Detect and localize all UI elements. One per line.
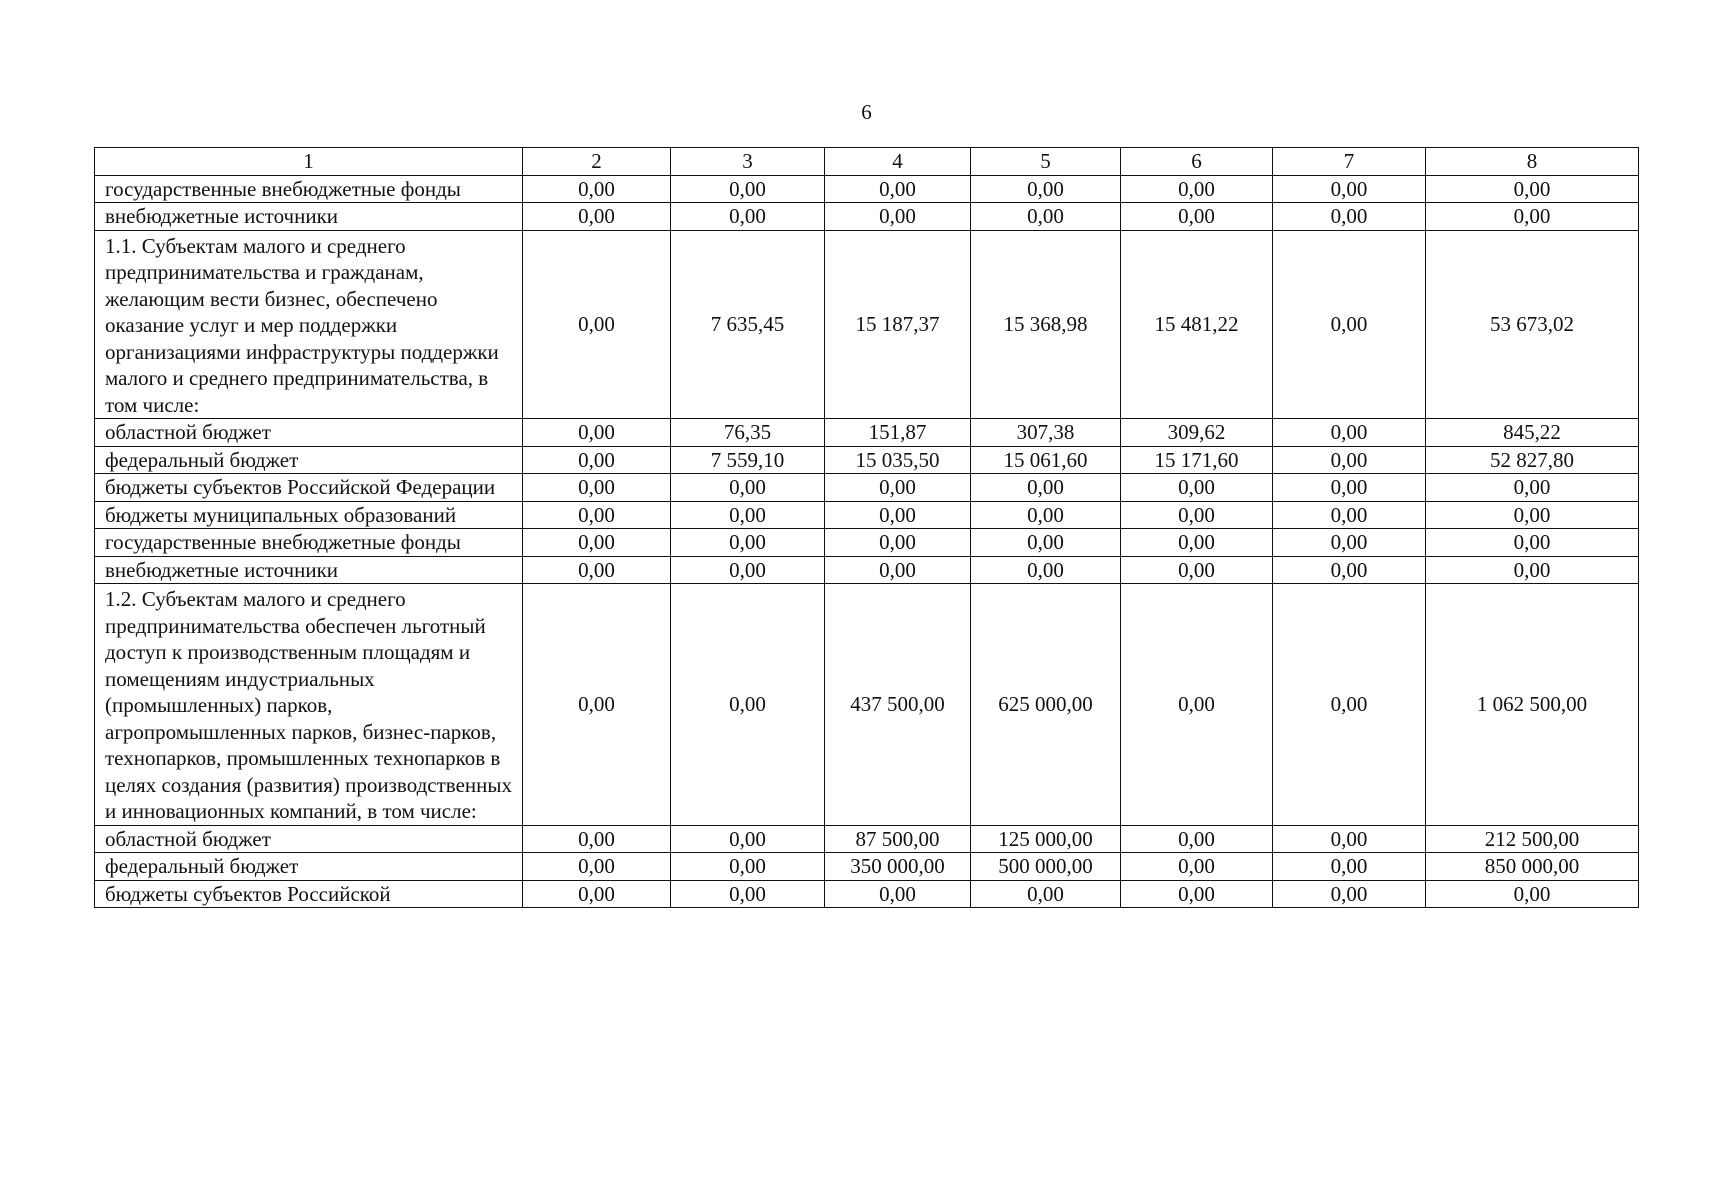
row-label: федеральный бюджет [95, 446, 523, 474]
row-label: бюджеты субъектов Российской Федерации [95, 474, 523, 502]
value-cell: 0,00 [971, 556, 1121, 584]
value-cell: 53 673,02 [1426, 230, 1639, 419]
value-cell: 125 000,00 [971, 825, 1121, 853]
value-cell: 0,00 [1273, 825, 1426, 853]
table-row [95, 529, 1639, 557]
column-number: 6 [1121, 148, 1273, 176]
value-cell: 7 559,10 [671, 446, 825, 474]
value-cell: 87 500,00 [825, 825, 971, 853]
value-cell: 76,35 [671, 419, 825, 447]
row-label: бюджеты субъектов Российской [95, 880, 523, 908]
column-number: 2 [523, 148, 671, 176]
value-cell: 151,87 [825, 419, 971, 447]
value-cell: 0,00 [1426, 501, 1639, 529]
value-cell: 0,00 [1273, 230, 1426, 419]
table-row [95, 203, 1639, 231]
value-cell: 0,00 [1426, 556, 1639, 584]
value-cell: 0,00 [671, 853, 825, 881]
column-number: 8 [1426, 148, 1639, 176]
section-row [95, 230, 1639, 419]
value-cell: 0,00 [825, 175, 971, 203]
value-cell: 0,00 [1273, 203, 1426, 231]
value-cell: 15 171,60 [1121, 446, 1273, 474]
value-cell: 0,00 [971, 474, 1121, 502]
row-label: бюджеты муниципальных образований [95, 501, 523, 529]
table-row [95, 175, 1639, 203]
value-cell: 0,00 [1273, 853, 1426, 881]
value-cell: 0,00 [523, 584, 671, 826]
value-cell: 0,00 [1426, 175, 1639, 203]
table-body [95, 148, 1639, 908]
value-cell: 0,00 [523, 230, 671, 419]
row-label: государственные внебюджетные фонды [95, 529, 523, 557]
value-cell: 0,00 [825, 203, 971, 231]
value-cell: 0,00 [1121, 474, 1273, 502]
column-number: 1 [95, 148, 523, 176]
column-number: 4 [825, 148, 971, 176]
value-cell: 15 035,50 [825, 446, 971, 474]
value-cell: 350 000,00 [825, 853, 971, 881]
value-cell: 0,00 [971, 501, 1121, 529]
value-cell: 0,00 [1273, 474, 1426, 502]
value-cell: 0,00 [1273, 501, 1426, 529]
table-row [95, 474, 1639, 502]
value-cell: 0,00 [523, 474, 671, 502]
value-cell: 15 481,22 [1121, 230, 1273, 419]
value-cell: 0,00 [671, 501, 825, 529]
value-cell: 0,00 [671, 175, 825, 203]
value-cell: 0,00 [1273, 419, 1426, 447]
value-cell: 0,00 [971, 203, 1121, 231]
budget-table [94, 147, 1639, 908]
value-cell: 0,00 [971, 880, 1121, 908]
section-row [95, 584, 1639, 826]
table-row [95, 446, 1639, 474]
value-cell: 0,00 [671, 203, 825, 231]
value-cell: 0,00 [523, 501, 671, 529]
table-row [95, 419, 1639, 447]
value-cell: 0,00 [1426, 203, 1639, 231]
value-cell: 0,00 [825, 880, 971, 908]
value-cell: 0,00 [971, 175, 1121, 203]
value-cell: 0,00 [1121, 501, 1273, 529]
value-cell: 0,00 [1121, 880, 1273, 908]
value-cell: 0,00 [523, 203, 671, 231]
value-cell: 0,00 [1426, 880, 1639, 908]
value-cell: 0,00 [1121, 529, 1273, 557]
value-cell: 500 000,00 [971, 853, 1121, 881]
section-label: 1.2. Субъектам малого и среднего предпринимательства обеспечен льготный доступ к производственным площадям и помещениям индустриальных (промышленных) парков, агропромышленных парков, бизнес-парков, технопарков, промышленных технопарков в целях создания (развития) производственных и инновационных компаний, в том числе: [95, 584, 523, 826]
value-cell: 625 000,00 [971, 584, 1121, 826]
row-label: федеральный бюджет [95, 853, 523, 881]
table-row [95, 880, 1639, 908]
row-label: областной бюджет [95, 419, 523, 447]
value-cell: 15 061,60 [971, 446, 1121, 474]
value-cell: 845,22 [1426, 419, 1639, 447]
value-cell: 0,00 [523, 446, 671, 474]
column-number-row [95, 148, 1639, 176]
value-cell: 0,00 [523, 529, 671, 557]
table-row [95, 825, 1639, 853]
section-label: 1.1. Субъектам малого и среднего предпринимательства и гражданам, желающим вести бизнес, обеспечено оказание услуг и мер поддержки организациями инфраструктуры поддержки малого и среднего предпринимательства, в том числе: [95, 230, 523, 419]
value-cell: 0,00 [1121, 584, 1273, 826]
value-cell: 0,00 [1273, 446, 1426, 474]
value-cell: 0,00 [523, 880, 671, 908]
value-cell: 0,00 [1273, 175, 1426, 203]
value-cell: 0,00 [1121, 825, 1273, 853]
value-cell: 309,62 [1121, 419, 1273, 447]
value-cell: 0,00 [671, 584, 825, 826]
value-cell: 0,00 [1273, 880, 1426, 908]
column-number: 5 [971, 148, 1121, 176]
value-cell: 0,00 [825, 474, 971, 502]
value-cell: 0,00 [1121, 556, 1273, 584]
row-label: областной бюджет [95, 825, 523, 853]
row-label: внебюджетные источники [95, 556, 523, 584]
column-number: 3 [671, 148, 825, 176]
value-cell: 0,00 [671, 474, 825, 502]
value-cell: 52 827,80 [1426, 446, 1639, 474]
value-cell: 0,00 [523, 556, 671, 584]
value-cell: 0,00 [671, 529, 825, 557]
value-cell: 15 187,37 [825, 230, 971, 419]
value-cell: 0,00 [971, 529, 1121, 557]
value-cell: 0,00 [523, 853, 671, 881]
value-cell: 0,00 [1273, 584, 1426, 826]
column-number: 7 [1273, 148, 1426, 176]
value-cell: 1 062 500,00 [1426, 584, 1639, 826]
value-cell: 0,00 [1426, 474, 1639, 502]
value-cell: 15 368,98 [971, 230, 1121, 419]
value-cell: 0,00 [1273, 556, 1426, 584]
value-cell: 7 635,45 [671, 230, 825, 419]
value-cell: 0,00 [671, 880, 825, 908]
value-cell: 0,00 [671, 825, 825, 853]
value-cell: 0,00 [1121, 175, 1273, 203]
value-cell: 0,00 [1273, 529, 1426, 557]
table-row [95, 501, 1639, 529]
page-number: 6 [861, 100, 872, 124]
value-cell: 437 500,00 [825, 584, 971, 826]
value-cell: 0,00 [523, 825, 671, 853]
row-label: государственные внебюджетные фонды [95, 175, 523, 203]
value-cell: 0,00 [1426, 529, 1639, 557]
value-cell: 0,00 [825, 529, 971, 557]
value-cell: 0,00 [523, 419, 671, 447]
table-row [95, 556, 1639, 584]
value-cell: 0,00 [523, 175, 671, 203]
value-cell: 0,00 [825, 501, 971, 529]
value-cell: 212 500,00 [1426, 825, 1639, 853]
table-row [95, 853, 1639, 881]
value-cell: 0,00 [825, 556, 971, 584]
value-cell: 850 000,00 [1426, 853, 1639, 881]
value-cell: 0,00 [1121, 203, 1273, 231]
value-cell: 307,38 [971, 419, 1121, 447]
row-label: внебюджетные источники [95, 203, 523, 231]
value-cell: 0,00 [1121, 853, 1273, 881]
value-cell: 0,00 [671, 556, 825, 584]
